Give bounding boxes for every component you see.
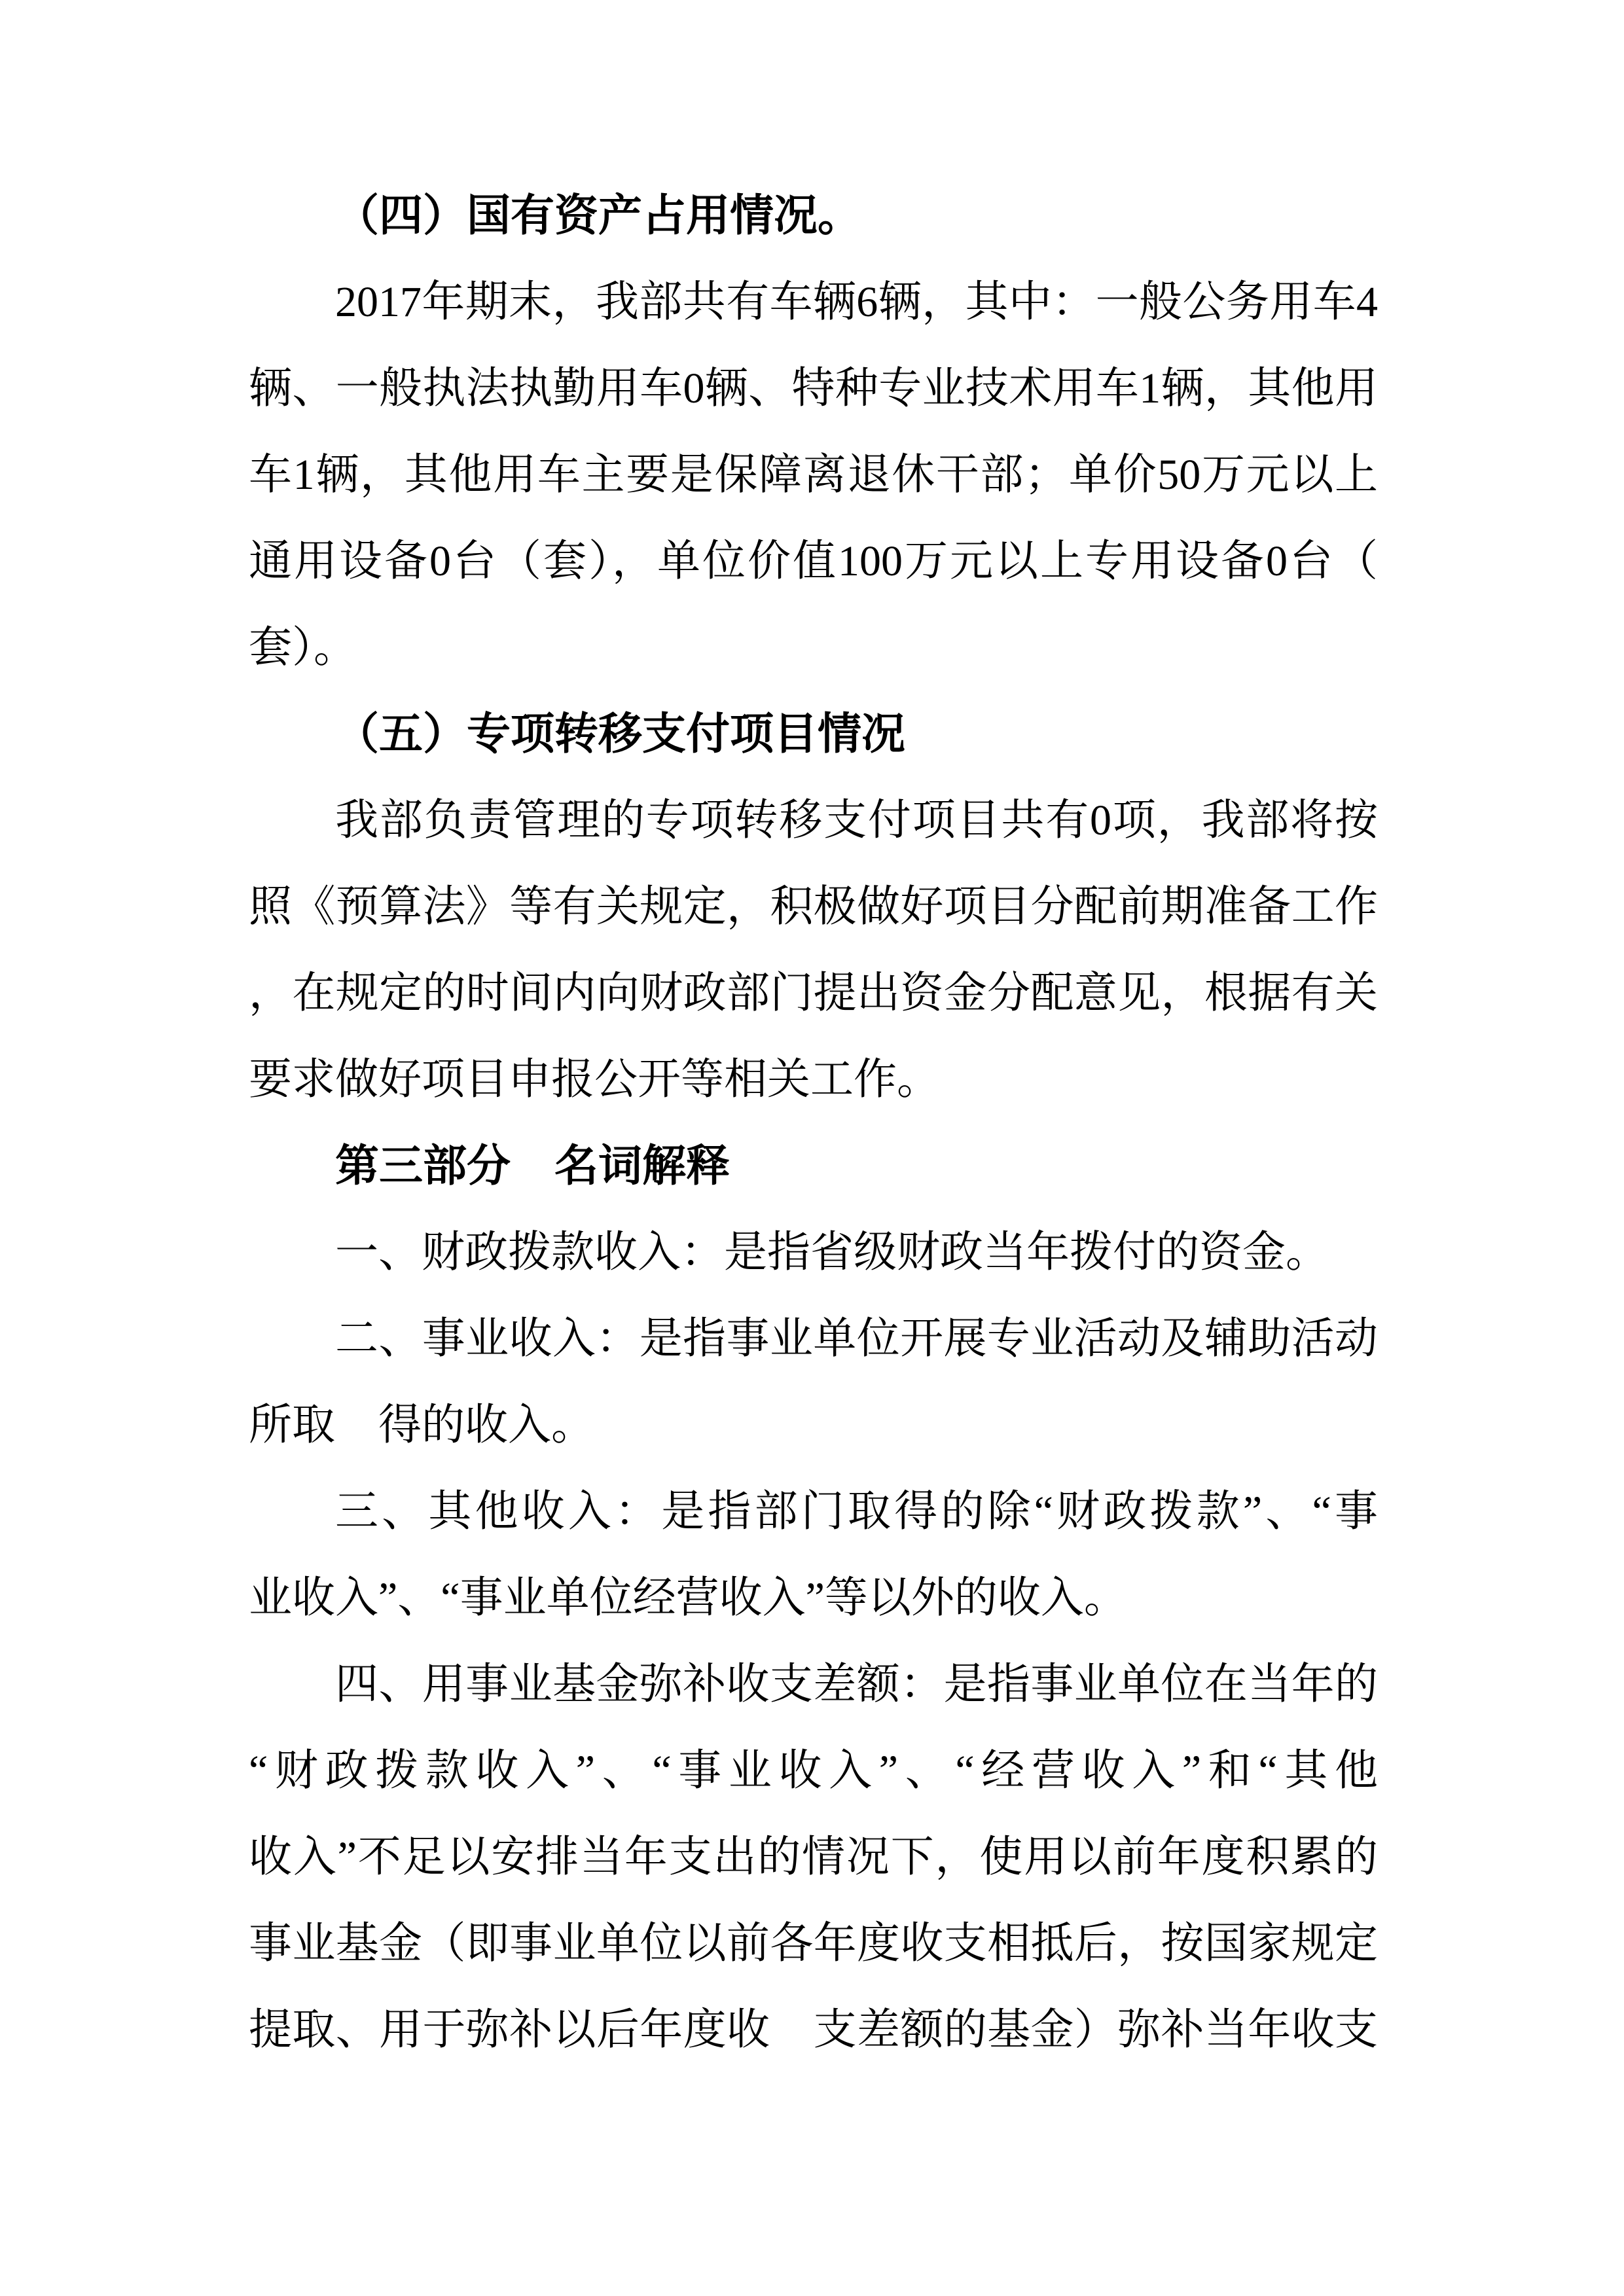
paragraph-line: 四、用事业基金弥补收支差额：是指事业单位在当年的 [335,1660,1378,1708]
paragraph-line: “财政拨款收入”、“事业收入”、“经营收入”和“其他 [249,1747,1378,1795]
paragraph-line: 业收入”、“事业单位经营收入”等以外的收入。 [249,1574,1127,1622]
section-heading-state-assets: （四）国有资产占用情况。 [335,191,861,240]
text-block [249,173,1378,2073]
paragraph-line: 一、财政拨款收入：是指省级财政当年拨付的资金。 [335,1229,1329,1276]
paragraph-line: 我部负责管理的专项转移支付项目共有0项，我部将按 [335,797,1378,844]
paragraph-line: 所取 得的收入。 [249,1401,594,1449]
paragraph-line: ，在规定的时间内向财政部门提出资金分配意见，根据有关 [249,969,1378,1017]
paragraph-line: 二、事业收入：是指事业单位开展专业活动及辅助活动 [335,1315,1378,1363]
paragraph-line: 三、其他收入：是指部门取得的除“财政拨款”、“事 [335,1488,1378,1535]
paragraph-line: 2017年期末，我部共有车辆6辆，其中：一般公务用车4 [335,278,1378,326]
paragraph-line: 事业基金（即事业单位以前各年度收支相抵后，按国家规定 [249,1920,1378,1967]
paragraph-line: 提取、用于弥补以后年度收 支差额的基金）弥补当年收支 [249,2006,1378,2054]
paragraph-line: 照《预算法》等有关规定，积极做好项目分配前期准备工作 [249,883,1378,931]
paragraph-line: 车1辆，其他用车主要是保障离退休干部；单价50万元以上 [249,451,1378,499]
section-heading-glossary: 第三部分 名词解释 [335,1141,730,1191]
paragraph-line: 要求做好项目申报公开等相关工作。 [249,1056,940,1103]
section-heading-special-transfer: （五）专项转移支付项目情况 [335,709,905,759]
paragraph-line: 通用设备0台（套），单位价值100万元以上专用设备0台（ [249,537,1378,585]
paragraph-line: 套）。 [249,624,357,672]
paragraph-line: 辆、一般执法执勤用车0辆、特种专业技术用车1辆，其他用 [249,365,1378,412]
paragraph-line: 收入”不足以安排当年支出的情况下，使用以前年度积累的 [249,1833,1378,1881]
